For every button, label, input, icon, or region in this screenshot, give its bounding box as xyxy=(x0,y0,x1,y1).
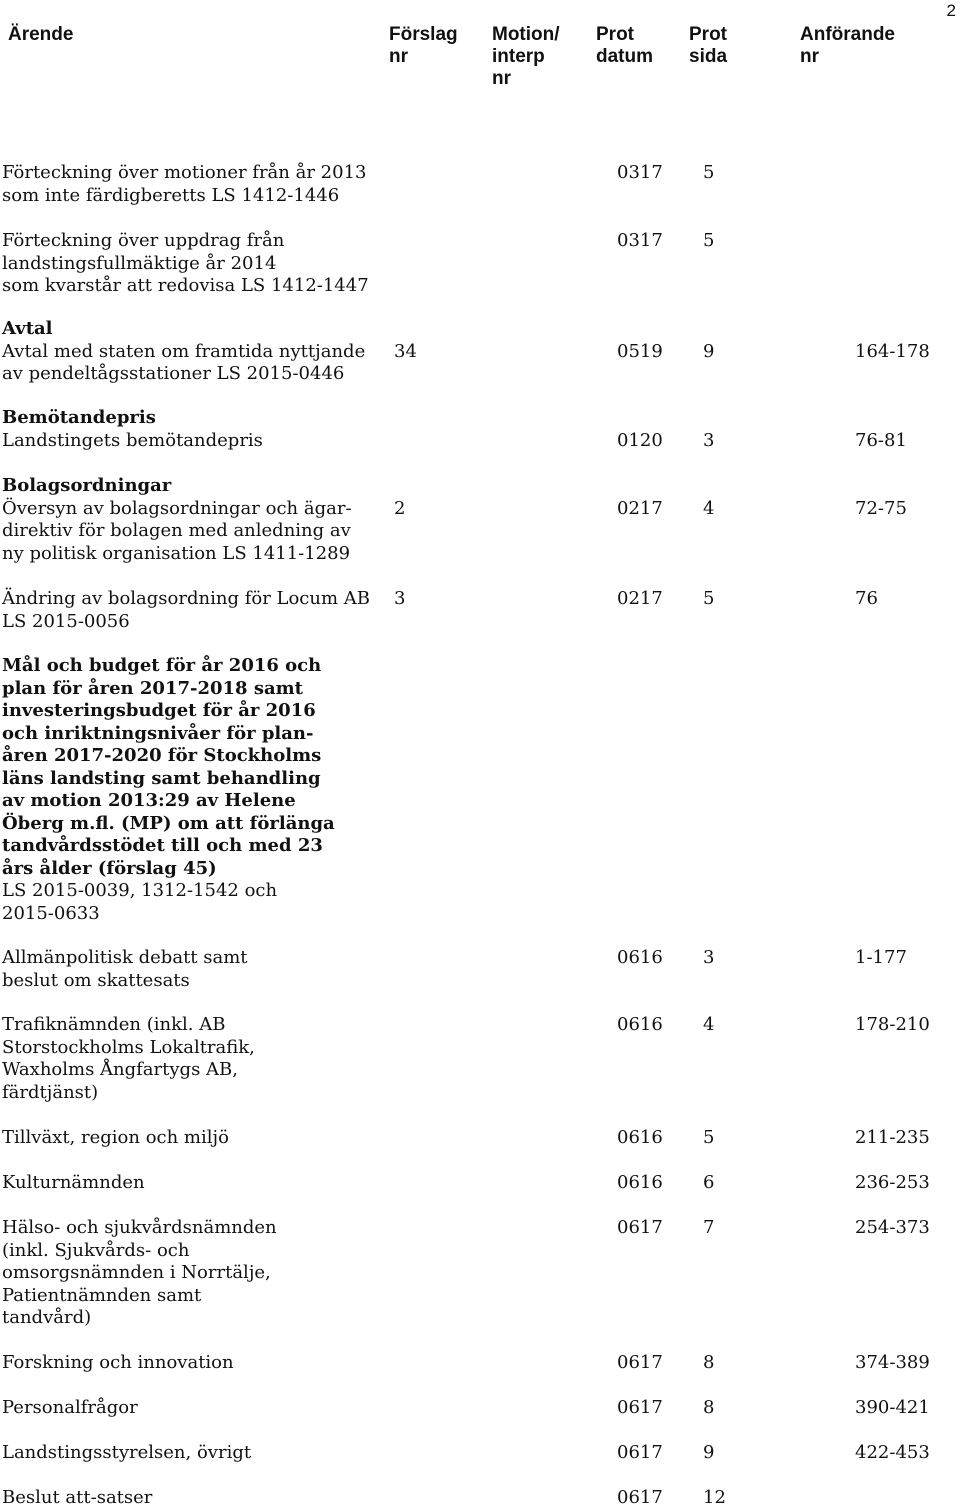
prot-sida: 5 xyxy=(703,230,715,251)
section-heading-line: tandvårdsstödet till och med 23 xyxy=(2,835,323,856)
entry-title xyxy=(2,1442,387,1465)
anforande-nr: 1-177 xyxy=(855,947,907,968)
entry-text-line: Patientnämnden samt xyxy=(2,1284,202,1306)
entry-text-line: Landstingets bemötandepris xyxy=(2,429,263,451)
header-prot-datum xyxy=(596,24,653,68)
entry-text-line: tandvård) xyxy=(2,1307,92,1328)
forslag-nr: 34 xyxy=(394,340,417,362)
entry-text-line: Ändring av bolagsordning för Locum AB xyxy=(2,588,370,609)
header-prot-datum-line: datum xyxy=(596,46,653,67)
prot-sida: 4 xyxy=(703,497,715,519)
entry-title xyxy=(2,1014,387,1104)
prot-sida: 5 xyxy=(703,588,715,609)
prot-sida: 6 xyxy=(703,1172,715,1193)
prot-sida: 8 xyxy=(703,1397,715,1418)
prot-datum: 0120 xyxy=(617,429,663,451)
prot-sida: 9 xyxy=(703,340,715,362)
header-anforande xyxy=(800,24,895,68)
prot-datum: 0217 xyxy=(617,588,663,609)
header-prot-sida-line: Prot xyxy=(689,24,727,45)
entry-text-line: Tillväxt, region och miljö xyxy=(2,1127,229,1148)
entry-text-line: (inkl. Sjukvårds- och xyxy=(2,1239,190,1261)
entry-text-line: LS 2015-0039, 1312-1542 och xyxy=(2,880,278,901)
section-heading-line: investeringsbudget för år 2016 xyxy=(2,700,316,721)
section-heading-line: års ålder (förslag 45) xyxy=(2,857,217,879)
entry-title xyxy=(2,655,387,925)
section-heading-line: Mål och budget för år 2016 och xyxy=(2,655,322,676)
prot-datum: 0617 xyxy=(617,1217,663,1238)
section-heading: Bemötandepris xyxy=(2,407,156,428)
entry-text-line: av pendeltågsstationer LS 2015-0446 xyxy=(2,363,345,384)
forslag-nr: 3 xyxy=(394,588,406,609)
entry-title xyxy=(2,588,387,633)
prot-datum: 0616 xyxy=(617,1127,663,1148)
entry-text-line: Beslut att-satser xyxy=(2,1487,153,1508)
prot-sida: 3 xyxy=(703,947,715,968)
prot-sida: 5 xyxy=(703,1127,715,1148)
prot-datum: 0217 xyxy=(617,497,663,519)
entry-text-line: Waxholms Ångfartygs AB, xyxy=(2,1059,238,1080)
anforande-nr: 76-81 xyxy=(855,429,907,451)
entry-text-line: Kulturnämnden xyxy=(2,1172,145,1193)
anforande-nr: 72-75 xyxy=(855,497,907,519)
page-number: 2 xyxy=(946,1,956,20)
header-motion-line: Motion/ xyxy=(492,24,560,45)
entry-title xyxy=(2,318,387,386)
entry-title xyxy=(2,1352,387,1375)
entry-text-line: omsorgsnämnden i Norrtälje, xyxy=(2,1262,271,1283)
entry-title xyxy=(2,1172,387,1195)
anforande-nr: 178-210 xyxy=(855,1014,930,1035)
entry-text-line: som kvarstår att redovisa LS 1412-1447 xyxy=(2,275,369,296)
anforande-nr: 390-421 xyxy=(855,1397,930,1418)
header-motion-line: nr xyxy=(492,68,511,89)
entry-text-line: Översyn av bolagsordningar och ägar- xyxy=(2,497,352,519)
prot-datum: 0616 xyxy=(617,947,663,968)
prot-datum: 0616 xyxy=(617,1014,663,1035)
entry-title xyxy=(2,1397,387,1420)
entry-text-line: Avtal med staten om framtida nyttjande xyxy=(2,340,366,362)
section-heading-line: läns landsting samt behandling xyxy=(2,767,321,789)
entry-text-line: Trafiknämnden (inkl. AB xyxy=(2,1014,226,1035)
section-heading-line: plan för åren 2017-2018 samt xyxy=(2,677,303,699)
prot-sida: 4 xyxy=(703,1014,715,1035)
section-heading: Avtal xyxy=(2,318,53,339)
header-prot-sida-line: sida xyxy=(689,46,728,67)
entry-text-line: färdtjänst) xyxy=(2,1081,99,1103)
entry-title xyxy=(2,1217,387,1330)
entry-title xyxy=(2,475,387,565)
header-motion-line: interp xyxy=(492,46,545,67)
header-forslag-line: Förslag xyxy=(389,24,458,45)
section-heading-line: och inriktningsnivåer för plan- xyxy=(2,722,314,744)
entry-title xyxy=(2,1127,387,1150)
anforande-nr: 254-373 xyxy=(855,1217,930,1238)
anforande-nr: 164-178 xyxy=(855,340,930,362)
header-anforande-line: Anförande xyxy=(800,24,895,45)
entry-text-line: Forskning och innovation xyxy=(2,1352,234,1373)
entry-title xyxy=(2,230,387,298)
entry-text-line: Personalfrågor xyxy=(2,1397,138,1418)
header-motion xyxy=(492,24,560,90)
prot-datum: 0317 xyxy=(617,162,663,183)
entry-text-line: Förteckning över motioner från år 2013 xyxy=(2,162,367,183)
prot-datum: 0617 xyxy=(617,1397,663,1418)
entry-text-line: 2015-0633 xyxy=(2,902,100,924)
header-forslag-line: nr xyxy=(389,46,408,67)
entry-text-line: ny politisk organisation LS 1411-1289 xyxy=(2,542,351,564)
prot-datum: 0519 xyxy=(617,340,663,362)
header-arende-label: Ärende xyxy=(8,24,74,45)
prot-sida: 5 xyxy=(703,162,715,183)
entry-text-line: beslut om skattesats xyxy=(2,969,190,991)
entry-text-line: Landstingsstyrelsen, övrigt xyxy=(2,1442,252,1463)
section-heading-line: av motion 2013:29 av Helene xyxy=(2,790,296,811)
anforande-nr: 236-253 xyxy=(855,1172,930,1193)
anforande-nr: 76 xyxy=(855,588,878,609)
section-heading-line: åren 2017-2020 för Stockholms xyxy=(2,745,322,766)
section-heading: Bolagsordningar xyxy=(2,475,172,496)
entry-text-line: Förteckning över uppdrag från xyxy=(2,230,285,251)
entry-text-line: LS 2015-0056 xyxy=(2,610,130,632)
prot-datum: 0317 xyxy=(617,230,663,251)
entry-title xyxy=(2,1487,387,1510)
header-arende xyxy=(8,24,73,46)
anforande-nr: 374-389 xyxy=(855,1352,930,1373)
entry-text-line: landstingsfullmäktige år 2014 xyxy=(2,252,277,274)
section-heading-line: Öberg m.fl. (MP) om att förlänga xyxy=(2,812,335,834)
prot-sida: 8 xyxy=(703,1352,715,1373)
prot-datum: 0617 xyxy=(617,1352,663,1373)
entry-text-line: Allmänpolitisk debatt samt xyxy=(2,947,248,968)
header-anforande-line: nr xyxy=(800,46,819,67)
prot-sida: 9 xyxy=(703,1442,715,1463)
prot-sida: 12 xyxy=(703,1487,726,1508)
forslag-nr: 2 xyxy=(394,497,406,519)
entry-title xyxy=(2,947,387,992)
header-prot-sida xyxy=(689,24,727,68)
entry-text-line: som inte färdigberetts LS 1412-1446 xyxy=(2,184,340,206)
prot-datum: 0617 xyxy=(617,1442,663,1463)
prot-datum: 0616 xyxy=(617,1172,663,1193)
anforande-nr: 422-453 xyxy=(855,1442,930,1463)
prot-sida: 3 xyxy=(703,429,715,451)
header-prot-datum-line: Prot xyxy=(596,24,634,45)
entry-text-line: Hälso- och sjukvårdsnämnden xyxy=(2,1217,277,1238)
entry-title xyxy=(2,407,387,452)
prot-sida: 7 xyxy=(703,1217,715,1238)
entry-text-line: direktiv för bolagen med anledning av xyxy=(2,520,351,541)
entry-text-line: Storstockholms Lokaltrafik, xyxy=(2,1036,255,1058)
prot-datum: 0617 xyxy=(617,1487,663,1508)
anforande-nr: 211-235 xyxy=(855,1127,930,1148)
header-forslag xyxy=(389,24,458,68)
entry-title xyxy=(2,162,387,207)
